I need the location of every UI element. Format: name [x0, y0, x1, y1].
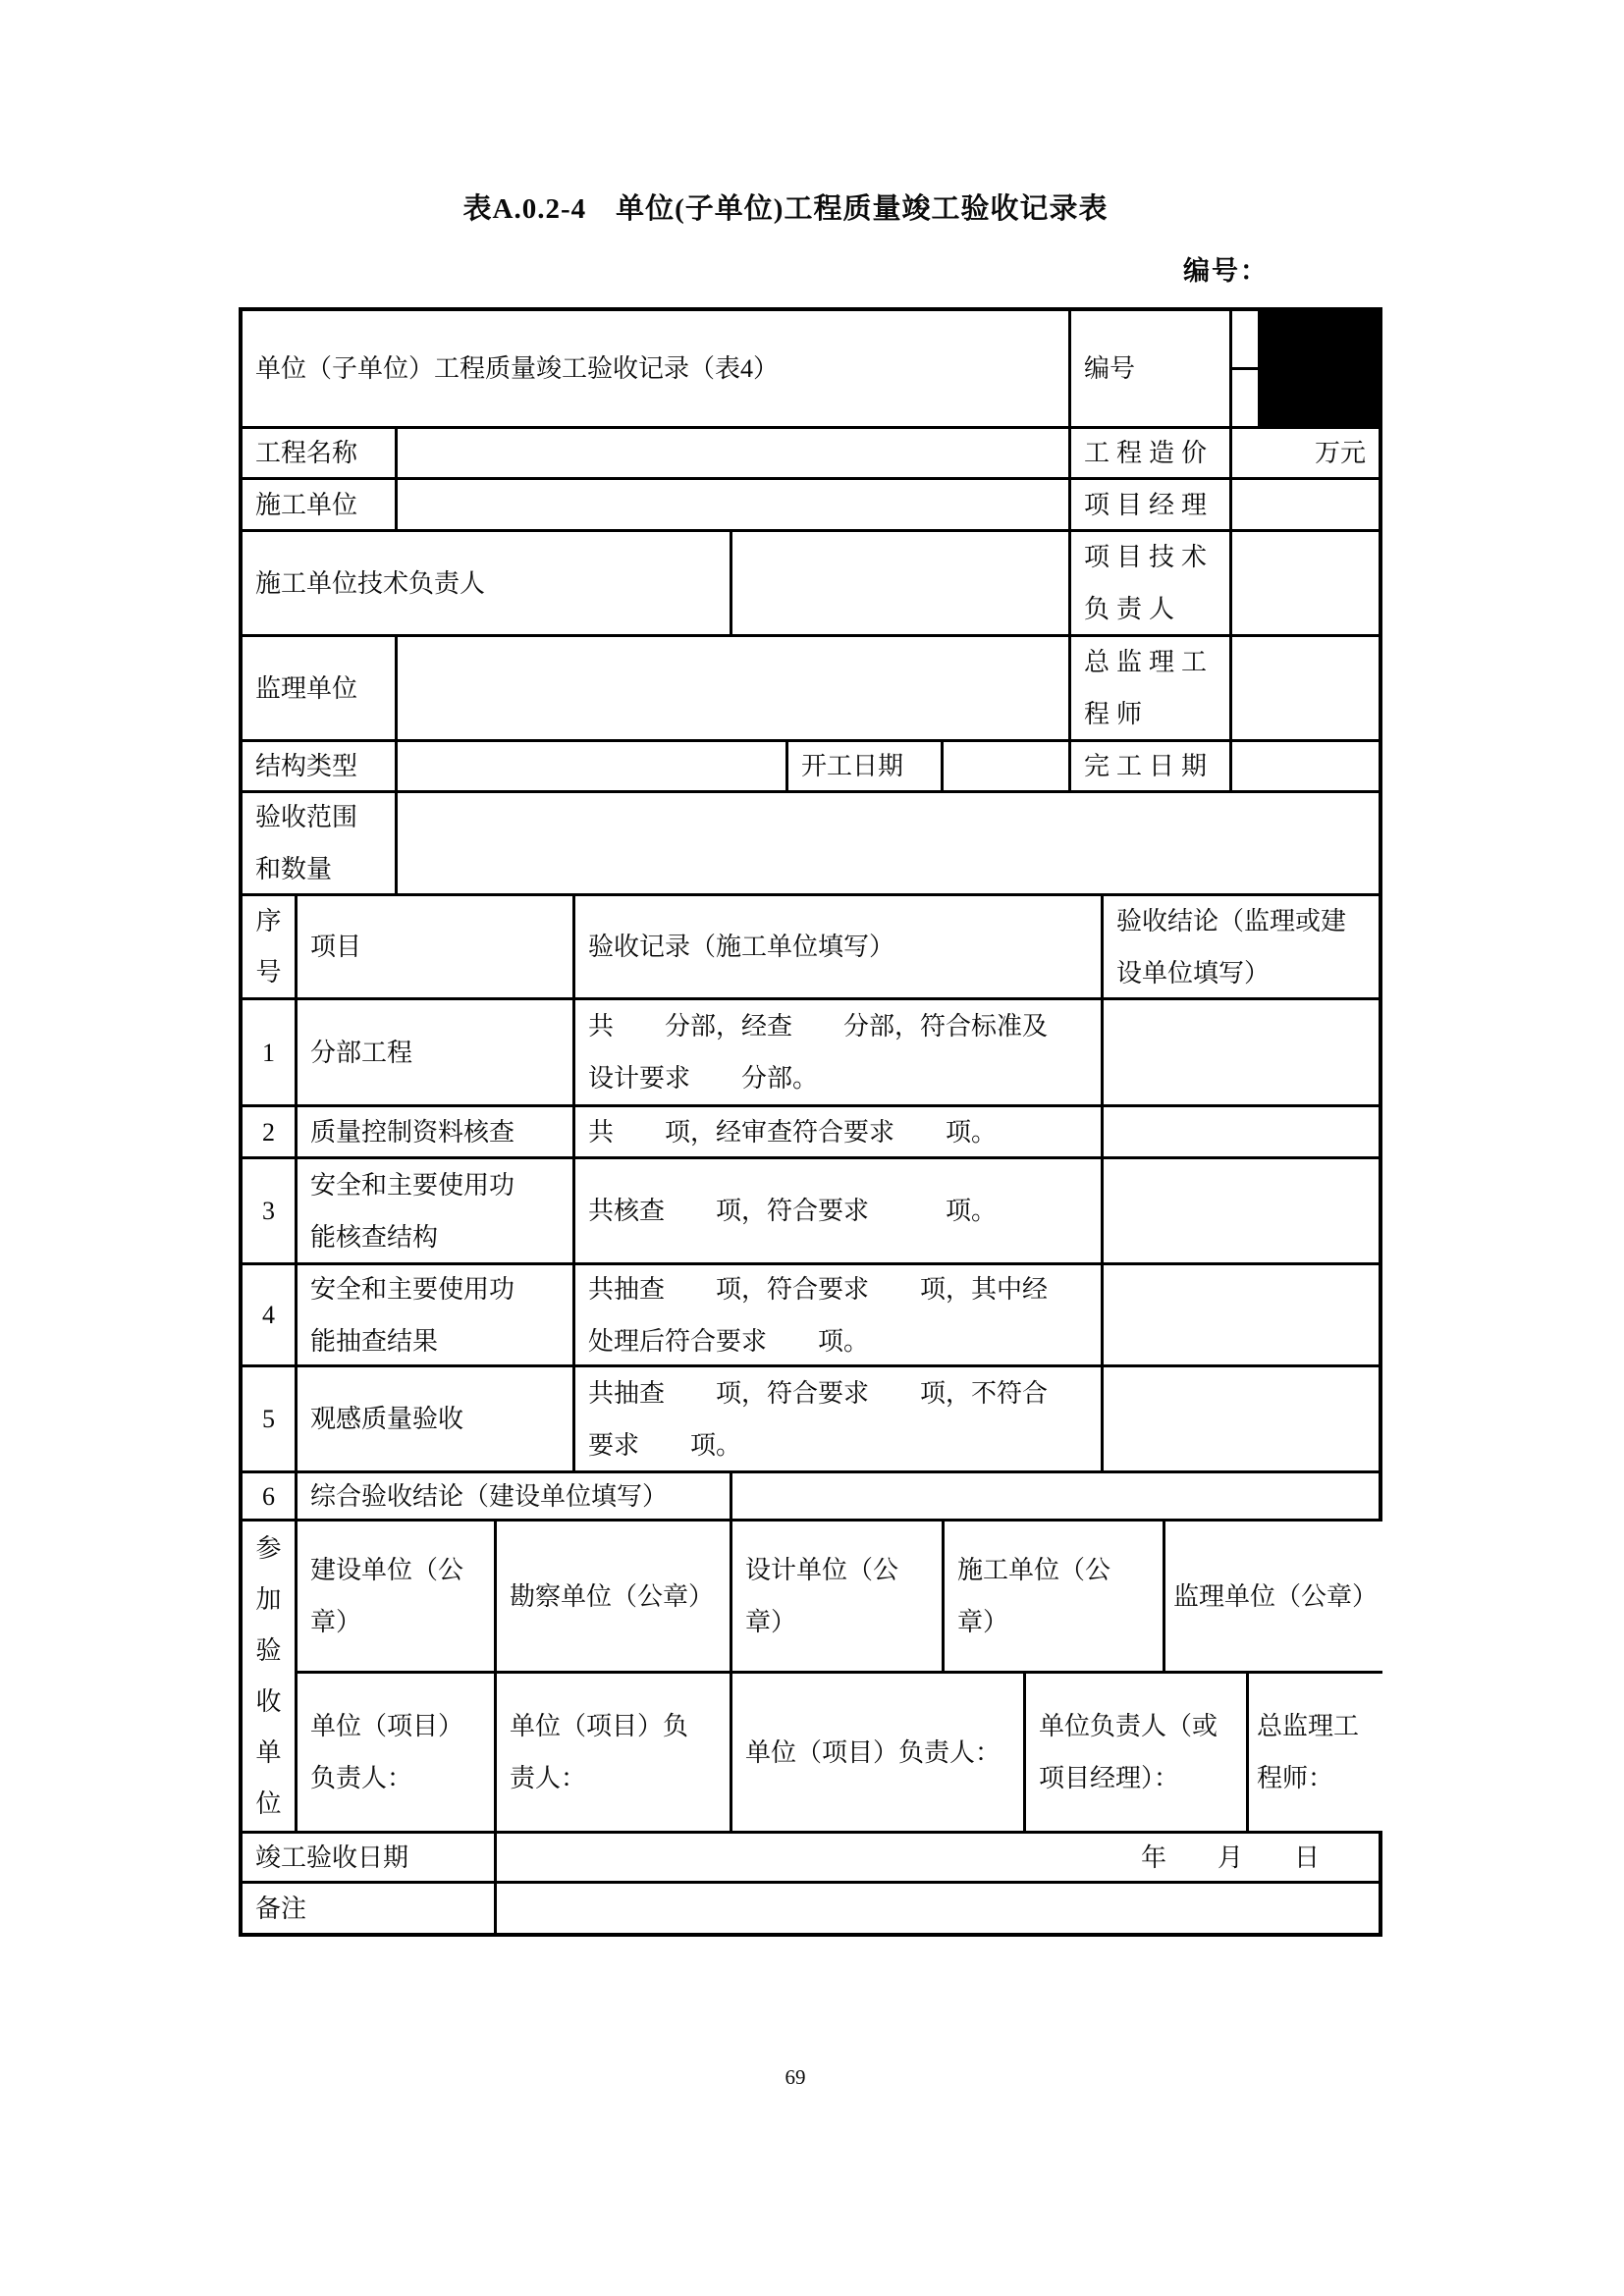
participants-signers-row — [298, 1674, 1385, 1831]
chief-supervisor-label-line1: 总监理工 — [1084, 648, 1215, 676]
remarks-value-cell — [497, 1884, 1379, 1933]
builder-value-cell — [398, 480, 1068, 529]
col-item-header-cell — [298, 896, 572, 997]
row-6-item-cell — [298, 1473, 730, 1519]
chief-supervisor-label-cell — [1071, 637, 1229, 739]
grid-header-row — [243, 896, 1379, 997]
signer-chief-line1: 总监理工 — [1257, 1712, 1360, 1740]
chief-supervisor-label-line2: 程师 — [1084, 700, 1150, 728]
row-6-no: 6 — [262, 1481, 275, 1511]
tech-lead-row — [243, 532, 1379, 634]
unit-owner-line1: 建设单位（公 — [310, 1556, 464, 1584]
structure-type-label-cell — [243, 742, 395, 790]
row-5-no-cell — [243, 1367, 295, 1470]
row-2-no-cell — [243, 1107, 295, 1156]
project-cost-label-cell — [1071, 429, 1229, 477]
row-6-no-cell — [243, 1473, 295, 1519]
row-5-item-cell — [298, 1367, 572, 1470]
grid-row-1 — [243, 1000, 1379, 1104]
row-4-item-line2: 能抽查结果 — [310, 1326, 439, 1356]
col-conclusion-header-line2: 设单位填写） — [1116, 958, 1271, 988]
project-tech-lead-value-cell — [1232, 532, 1379, 634]
project-name-label: 工程名称 — [255, 439, 358, 467]
signer-chief-supervisor-cell — [1249, 1674, 1385, 1831]
constructor-tech-lead-value-cell — [732, 532, 1068, 634]
supervisor-value-cell — [398, 637, 1068, 739]
header-serial-value-bottom — [1232, 370, 1258, 426]
row-3-record-line1: 共核查 项，符合要求 项。 — [588, 1197, 998, 1225]
completion-date-value-cell — [497, 1834, 1379, 1881]
remarks-row — [243, 1884, 1379, 1933]
row-1-no: 1 — [262, 1038, 275, 1067]
row-4-no-cell — [243, 1265, 295, 1364]
col-record-header: 验收记录（施工单位填写） — [588, 933, 895, 961]
participants-side-label-cell — [243, 1522, 295, 1831]
row-2-conclusion-cell — [1104, 1107, 1379, 1156]
scope-row — [243, 793, 1379, 893]
project-tech-lead-label-line2: 负责人 — [1084, 595, 1182, 623]
participants-grid — [298, 1522, 1385, 1831]
unit-design-line1: 设计单位（公 — [745, 1556, 899, 1584]
scope-value-cell — [398, 793, 1379, 893]
signer-owner-cell — [298, 1674, 494, 1831]
row-2-item: 质量控制资料核查 — [310, 1117, 515, 1147]
signer-chief-line2: 程师： — [1257, 1764, 1334, 1792]
project-cost-value-cell — [1232, 429, 1379, 477]
unit-owner-line2: 章） — [310, 1608, 362, 1636]
scope-label-line2: 和数量 — [255, 855, 333, 883]
builder-label: 施工单位 — [255, 490, 358, 519]
row-3-no: 3 — [262, 1197, 275, 1225]
unit-design-cell — [732, 1522, 942, 1671]
project-cost-unit: 万元 — [1314, 439, 1366, 467]
unit-supervisor-line1: 监理单位（公章） — [1173, 1581, 1379, 1611]
constructor-tech-lead-label: 施工单位技术负责人 — [255, 568, 486, 598]
row-1-record-cell — [575, 1000, 1101, 1104]
scope-label-cell — [243, 793, 395, 893]
row-5-record-cell — [575, 1367, 1101, 1470]
builder-label-cell — [243, 480, 395, 529]
row-2-item-cell — [298, 1107, 572, 1156]
grid-row-4 — [243, 1265, 1379, 1364]
grid-row-3 — [243, 1159, 1379, 1262]
start-date-label: 开工日期 — [801, 752, 904, 780]
participants-side-label: 参加验收单位 — [255, 1533, 282, 1818]
structure-type-value-cell — [398, 742, 785, 790]
signer-constructor-line2: 项目经理）： — [1039, 1764, 1180, 1792]
completion-date-row — [243, 1834, 1379, 1881]
grid-row-2 — [243, 1107, 1379, 1156]
grid-row-6 — [243, 1473, 1379, 1519]
row-3-conclusion-cell — [1104, 1159, 1379, 1262]
completion-date-label-cell — [243, 1834, 494, 1881]
remarks-label: 备注 — [255, 1894, 307, 1923]
row-5-item: 观感质量验收 — [310, 1405, 464, 1433]
row-1-item: 分部工程 — [310, 1038, 413, 1067]
project-tech-lead-label-cell — [1071, 532, 1229, 634]
row-4-conclusion-cell — [1104, 1265, 1379, 1364]
row-3-item-line1: 安全和主要使用功 — [310, 1170, 515, 1200]
project-name-value-cell — [398, 429, 1068, 477]
completion-date-value: 年 月 日 — [1140, 1842, 1320, 1872]
scope-label-line1: 验收范围 — [255, 803, 358, 831]
row-3-item-line2: 能核查结构 — [310, 1222, 439, 1252]
builder-row — [243, 480, 1379, 529]
row-3-record-cell — [575, 1159, 1101, 1262]
header-serial-label-cell — [1071, 311, 1229, 426]
col-no-header-cell — [243, 896, 295, 997]
row-5-no: 5 — [262, 1405, 275, 1433]
participants-section — [243, 1522, 1379, 1831]
table-header-row — [243, 311, 1379, 426]
row-2-record-cell — [575, 1107, 1101, 1156]
page-title: 表A.0.2-4 单位(子单位)工程质量竣工验收记录表 — [462, 193, 1109, 225]
row-1-record-line2: 设计要求 分部。 — [588, 1064, 819, 1093]
row-1-item-cell — [298, 1000, 572, 1104]
row-1-record-line1: 共 分部，经查 分部，符合标准及 — [588, 1012, 1049, 1041]
supervisor-label-cell — [243, 637, 395, 739]
col-record-header-cell — [575, 896, 1101, 997]
header-serial-value-split — [1232, 311, 1258, 426]
row-3-no-cell — [243, 1159, 295, 1262]
row-4-record-line2: 处理后符合要求 项。 — [588, 1326, 870, 1356]
signer-owner-line2: 负责人： — [310, 1764, 413, 1792]
signer-survey-line1: 单位（项目）负 — [510, 1712, 689, 1740]
chief-supervisor-value-cell — [1232, 637, 1379, 739]
row-6-conclusion-value-cell — [732, 1473, 1379, 1519]
constructor-tech-lead-label-cell — [243, 532, 730, 634]
remarks-label-cell — [243, 1884, 494, 1933]
finish-date-value-cell — [1232, 742, 1379, 790]
project-tech-lead-label-line1: 项目技术 — [1084, 543, 1215, 571]
project-cost-label: 工程造价 — [1084, 439, 1215, 467]
row-4-record-line1: 共抽查 项，符合要求 项，其中经 — [588, 1274, 1049, 1304]
signer-design-line1: 单位（项目）负责人： — [745, 1737, 1001, 1767]
signer-survey-cell — [497, 1674, 730, 1831]
unit-survey-cell — [497, 1522, 730, 1671]
finish-date-label-cell — [1071, 742, 1229, 790]
start-date-value-cell — [944, 742, 1068, 790]
col-conclusion-header-line1: 验收结论（监理或建 — [1116, 906, 1347, 935]
completion-date-label: 竣工验收日期 — [255, 1842, 409, 1872]
unit-constructor-line2: 章） — [957, 1608, 1009, 1636]
row-3-item-cell — [298, 1159, 572, 1262]
unit-supervisor-cell — [1165, 1522, 1385, 1671]
row-6-item: 综合验收结论（建设单位填写） — [310, 1481, 669, 1511]
project-name-row — [243, 429, 1379, 477]
col-no-header: 序号 — [255, 906, 282, 987]
page-number: 69 — [785, 2065, 806, 2089]
col-item-header: 项目 — [310, 933, 362, 961]
unit-survey-line1: 勘察单位（公章） — [510, 1581, 715, 1611]
row-5-conclusion-cell — [1104, 1367, 1379, 1470]
unit-construction-owner-cell — [298, 1522, 494, 1671]
serial-number-label: 编号： — [1183, 256, 1269, 286]
row-4-no: 4 — [262, 1301, 275, 1329]
finish-date-label: 完工日期 — [1084, 752, 1215, 780]
row-1-conclusion-cell — [1104, 1000, 1379, 1104]
signer-constructor-cell — [1026, 1674, 1246, 1831]
participants-units-row — [298, 1522, 1385, 1671]
structure-dates-row — [243, 742, 1379, 790]
signer-constructor-line1: 单位负责人（或 — [1039, 1712, 1218, 1740]
row-4-item-line1: 安全和主要使用功 — [310, 1274, 515, 1304]
unit-constructor-line1: 施工单位（公 — [957, 1556, 1111, 1584]
row-4-record-cell — [575, 1265, 1101, 1364]
structure-type-label: 结构类型 — [255, 752, 358, 780]
unit-constructor-cell — [945, 1522, 1163, 1671]
project-name-label-cell — [243, 429, 395, 477]
row-1-no-cell — [243, 1000, 295, 1104]
row-2-record-line1: 共 项，经审查符合要求 项。 — [588, 1117, 998, 1147]
row-5-record-line2: 要求 项。 — [588, 1430, 742, 1460]
signer-survey-line2: 责人： — [510, 1764, 587, 1792]
supervisor-label: 监理单位 — [255, 673, 358, 703]
header-title-cell — [243, 311, 1068, 426]
row-2-no: 2 — [262, 1117, 275, 1147]
supervisor-row — [243, 637, 1379, 739]
grid-row-5 — [243, 1367, 1379, 1470]
acceptance-record-table — [239, 307, 1382, 1937]
unit-design-line2: 章） — [745, 1608, 797, 1636]
row-5-record-line1: 共抽查 项，符合要求 项，不符合 — [588, 1378, 1049, 1408]
project-manager-value-cell — [1232, 480, 1379, 529]
header-serial-value-top — [1232, 311, 1258, 367]
project-manager-label-cell — [1071, 480, 1229, 529]
row-4-item-cell — [298, 1265, 572, 1364]
start-date-label-cell — [788, 742, 941, 790]
project-manager-label: 项目经理 — [1084, 490, 1215, 519]
header-serial-label: 编号 — [1084, 354, 1136, 383]
header-title: 单位（子单位）工程质量竣工验收记录（表4） — [255, 354, 780, 383]
signer-design-cell — [732, 1674, 1023, 1831]
signer-owner-line1: 单位（项目） — [310, 1712, 464, 1740]
col-conclusion-header-cell — [1104, 896, 1379, 997]
